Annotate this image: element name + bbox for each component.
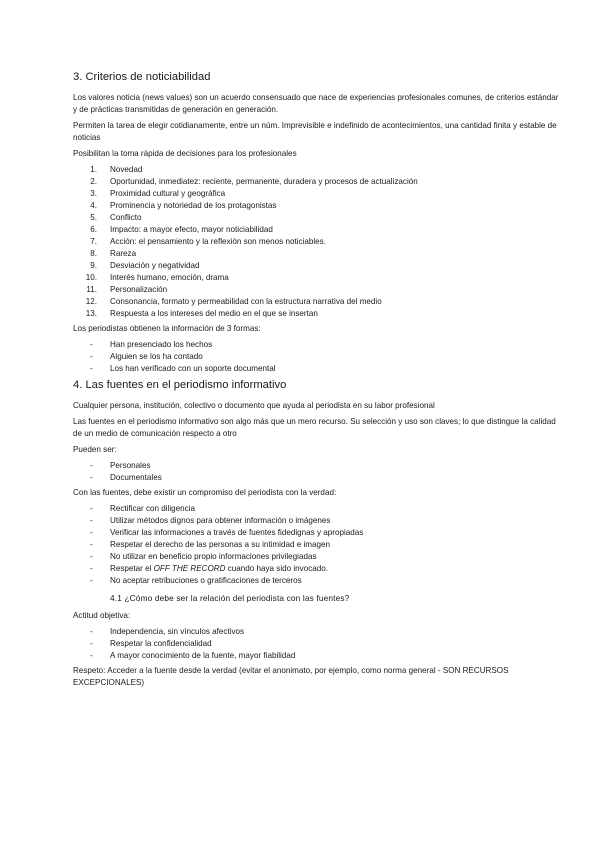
criteria-list xyxy=(73,164,560,320)
list-number: 7. xyxy=(90,237,97,246)
list-item xyxy=(73,460,560,472)
list-item xyxy=(73,339,560,351)
list-text: Los han verificado con un soporte documental xyxy=(110,364,276,373)
list-item xyxy=(73,626,560,638)
list-number: 6. xyxy=(90,225,97,234)
list-text: Proximidad cultural y geográfica xyxy=(110,189,226,198)
list-text: Personales xyxy=(110,461,151,470)
list-number: 10. xyxy=(85,273,97,282)
list-number: 4. xyxy=(90,201,97,210)
list-number: 5. xyxy=(90,213,97,222)
dash-bullet: - xyxy=(90,473,93,482)
list-text: A mayor conocimiento de la fuente, mayor fiabilidad xyxy=(110,651,296,660)
list-number: 1. xyxy=(90,165,97,174)
list-item xyxy=(73,248,560,260)
dash-bullet: - xyxy=(90,552,93,561)
list-text: Alguien se los ha contado xyxy=(110,352,203,361)
list-item xyxy=(73,164,560,176)
dash-bullet: - xyxy=(90,627,93,636)
list-text: Conflicto xyxy=(110,213,142,222)
list-text: Respuesta a los intereses del medio en el que se insertan xyxy=(110,309,318,318)
section-4-paragraph-2: Las fuentes en el periodismo informativo son algo más que un mero recurso. Su selección y uso son claves; lo que distingue la calidad de un medio de comunicación respecto a otro xyxy=(73,417,556,438)
list-text: Verificar las informaciones a través de fuentes fidedignas y apropiadas xyxy=(110,528,364,537)
section-4-paragraph-1: Cualquier persona, institución, colectivo o documento que ayuda al periodista en su labor profesional xyxy=(73,401,435,410)
list-text: Interés humano, emoción, drama xyxy=(110,273,229,282)
dash-bullet: - xyxy=(90,461,93,470)
list-text: Consonancia, formato y permeabilidad con la estructura narrativa del medio xyxy=(110,297,382,306)
dash-bullet: - xyxy=(90,576,93,585)
list-item xyxy=(73,551,560,563)
list-item xyxy=(73,563,560,575)
list-item xyxy=(73,527,560,539)
section-3-paragraph-3: Posibilitan la toma rápida de decisiones para los profesionales xyxy=(73,149,297,158)
list-item xyxy=(73,539,560,551)
list-item xyxy=(73,260,560,272)
dash-bullet: - xyxy=(90,516,93,525)
list-item xyxy=(73,638,560,650)
list-number: 2. xyxy=(90,177,97,186)
list-item xyxy=(73,575,560,587)
list-item xyxy=(73,236,560,248)
list-item xyxy=(73,212,560,224)
list-text: Han presenciado los hechos xyxy=(110,340,213,349)
dash-bullet: - xyxy=(90,340,93,349)
dash-bullet: - xyxy=(90,639,93,648)
list-text: Personalización xyxy=(110,285,168,294)
list-item xyxy=(73,272,560,284)
list-number: 12. xyxy=(85,297,97,306)
list-text: Respetar el derecho de las personas a su intimidad e imagen xyxy=(110,540,331,549)
section-4-paragraph-6: Respeto: Acceder a la fuente desde la verdad (evitar el anonimato, por ejemplo, como norma general - SON RECURSOS EXCEPCIONALES) xyxy=(73,666,509,687)
section-3-paragraph-4: Los periodistas obtienen la información de 3 formas: xyxy=(73,324,261,333)
attitude-list xyxy=(73,626,560,662)
section-4-paragraph-5: Actitud objetiva: xyxy=(73,611,131,620)
dash-bullet: - xyxy=(90,352,93,361)
list-text: Desviación y negatividad xyxy=(110,261,200,270)
list-item xyxy=(73,284,560,296)
list-item xyxy=(73,224,560,236)
off-the-record-emphasis: OFF THE RECORD xyxy=(153,564,226,573)
list-text: Independencia, sin vínculos afectivos xyxy=(110,627,245,636)
list-text: Novedad xyxy=(110,165,143,174)
list-text: No aceptar retribuciones o gratificaciones de terceros xyxy=(110,576,302,585)
list-text: Documentales xyxy=(110,473,162,482)
list-item xyxy=(73,363,560,375)
section-4-heading: 4. Las fuentes en el periodismo informativo xyxy=(73,379,287,391)
dash-bullet: - xyxy=(90,540,93,549)
dash-bullet: - xyxy=(90,528,93,537)
list-text: No utilizar en beneficio propio informaciones privilegiadas xyxy=(110,552,317,561)
list-text: Prominencia y notoriedad de los protagonistas xyxy=(110,201,277,210)
list-number: 11. xyxy=(86,285,97,294)
list-item xyxy=(73,650,560,662)
dash-bullet: - xyxy=(90,504,93,513)
list-text: Rectificar con diligencia xyxy=(110,504,196,513)
list-number: 3. xyxy=(90,189,97,198)
section-3-heading: 3. Criterios de noticiabilidad xyxy=(73,71,211,83)
list-item xyxy=(73,200,560,212)
dash-bullet: - xyxy=(90,651,93,660)
off-the-record-post: cuando haya sido invocado. xyxy=(225,564,329,573)
list-item xyxy=(73,176,560,188)
list-item xyxy=(73,308,560,320)
forms-list xyxy=(73,339,560,375)
list-text: Oportunidad, inmediatez: reciente, permanente, duradera y procesos de actualización xyxy=(110,177,418,186)
off-the-record-pre: Respetar el xyxy=(110,564,154,573)
list-number: 8. xyxy=(90,249,97,258)
source-types-list xyxy=(73,460,560,484)
list-text: Respetar la confidencialidad xyxy=(110,639,212,648)
list-text: Acción: el pensamiento y la reflexión son menos noticiables. xyxy=(110,237,326,246)
list-item xyxy=(73,296,560,308)
dash-bullet: - xyxy=(90,364,93,373)
list-number: 13. xyxy=(85,309,97,318)
section-3-paragraph-1: Los valores noticia (news values) son un acuerdo consensuado que nace de experiencias profesionales comunes, de criterios estándar y de prácticas transmitidas de generación en generación. xyxy=(73,93,559,114)
list-item xyxy=(73,515,560,527)
list-item xyxy=(73,472,560,484)
list-number: 9. xyxy=(90,261,97,270)
list-item xyxy=(73,351,560,363)
list-item xyxy=(73,503,560,515)
list-item xyxy=(73,188,560,200)
dash-bullet: - xyxy=(90,564,93,573)
list-text: Impacto: a mayor efecto, mayor noticiabilidad xyxy=(110,225,273,234)
commitments-list xyxy=(73,503,560,587)
section-3-paragraph-2: Permiten la tarea de elegir cotidianamente, entre un núm. Imprevisible e indefinido de acontecimientos, una cantidad finita y estable de noticias xyxy=(73,121,557,142)
list-text: Utilizar métodos dignos para obtener información o imágenes xyxy=(110,516,331,525)
section-4-paragraph-3: Pueden ser: xyxy=(73,445,117,454)
section-4-paragraph-4: Con las fuentes, debe existir un compromiso del periodista con la verdad: xyxy=(73,488,337,497)
subsection-4-1-heading: 4.1 ¿Cómo debe ser la relación del periodista con las fuentes? xyxy=(110,593,350,603)
list-text: Rareza xyxy=(110,249,137,258)
